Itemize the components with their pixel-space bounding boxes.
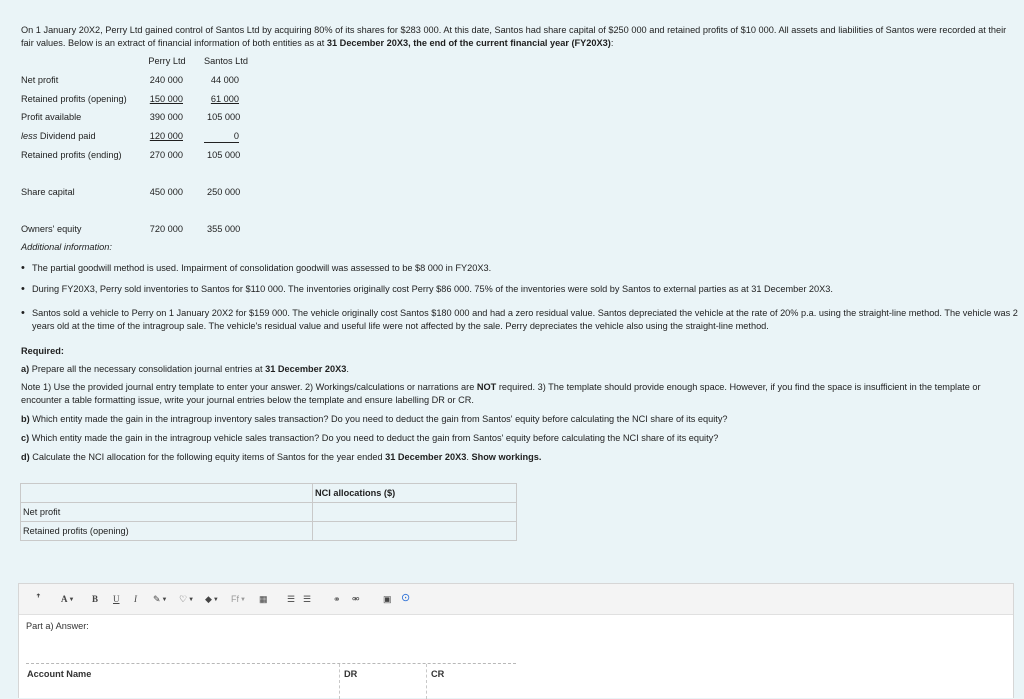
row-label: Owners' equity — [21, 224, 82, 234]
header-santos: Santos Ltd — [204, 56, 248, 66]
financial-row-share-capital — [21, 187, 321, 201]
font-color-button[interactable] — [61, 593, 74, 605]
journal-header-dr: DR — [344, 669, 358, 679]
part-b-text: Which entity made the gain in the intragroup inventory sales transaction? Do you need to deduct the gain from Santos' equity before calculating the NCI share of its equity? — [29, 414, 728, 424]
nci-row-label: Net profit — [21, 503, 313, 522]
part-a-date: 31 December 20X3 — [265, 364, 347, 374]
underline-button[interactable] — [113, 593, 120, 605]
nci-value-cell[interactable] — [313, 503, 517, 522]
part-a-label: a) — [21, 364, 30, 374]
answer-label: Part a) Answer: — [26, 621, 89, 631]
financial-row-owners-equity — [21, 224, 321, 238]
bold-button[interactable] — [92, 593, 98, 605]
perry-value: 270 000 — [149, 150, 183, 160]
financial-row-net-profit — [21, 75, 321, 89]
italic-glyph: I — [134, 594, 137, 604]
additional-heading-text: Additional information: — [21, 242, 112, 252]
required-note — [21, 381, 1006, 407]
bullet-inventory: • During FY20X3, Perry sold inventories to Santos for $110 000. The inventories originally cost Perry $86 000. 75% of the inventories were sold by Santos to external parties as at 31 December 20X3. — [21, 283, 1022, 296]
perry-value: 150 000 — [149, 94, 183, 104]
image-icon: ▣ — [383, 594, 392, 604]
perry-value: 390 000 — [149, 112, 183, 122]
row-label: Share capital — [21, 187, 75, 197]
italic-button[interactable] — [134, 593, 137, 605]
part-d-label: d) — [21, 452, 30, 462]
required-part-a — [21, 363, 1006, 376]
nci-row-label: Retained profits (opening) — [21, 522, 313, 541]
unlink-button[interactable] — [352, 593, 360, 605]
bullet-goodwill: • The partial goodwill method is used. Impairment of consolidation goodwill was assessed to be $8 000 in FY20X3. — [21, 262, 1022, 275]
link-icon: ⚭ — [333, 594, 341, 604]
financial-row-profit-available — [21, 112, 321, 126]
journal-column-divider — [339, 664, 340, 699]
perry-value: 720 000 — [149, 224, 183, 234]
intro-bold-date: 31 December 20X3, the end of the current financial year (FY20X3) — [326, 38, 611, 48]
financial-row-dividend — [21, 131, 321, 145]
nci-row — [21, 503, 517, 522]
perry-value: 240 000 — [149, 75, 183, 85]
santos-value: 0 — [204, 131, 239, 143]
required-part-b — [21, 413, 1006, 426]
embed-button[interactable] — [401, 592, 410, 604]
link-button[interactable] — [333, 593, 341, 605]
perry-value: 450 000 — [149, 187, 183, 197]
journal-column-divider — [426, 664, 427, 699]
embed-icon: ⊙ — [401, 592, 411, 604]
numbered-list-icon: ☰ — [303, 594, 312, 604]
chevron-down-icon: ▼ — [188, 596, 195, 603]
brush-icon: ✎ — [153, 594, 161, 604]
format-button[interactable] — [231, 593, 246, 605]
bullet-list-icon: ☰ — [287, 594, 296, 604]
unlink-icon: ⚮ — [352, 594, 360, 604]
part-d-text: Calculate the NCI allocation for the following equity items of Santos for the year ended — [29, 452, 386, 462]
note-text-2: required. 3) The template should provide enough space. However, if you find the space is insufficient in the template or encounter a table formatting issue, write your journal entries below the template and ensure labelling DR or CR. — [21, 382, 981, 405]
note-not: NOT — [476, 382, 497, 392]
underline-glyph: U — [113, 594, 120, 604]
font-glyph: A — [61, 594, 68, 604]
santos-value: 355 000 — [207, 224, 241, 234]
numbered-list-button[interactable] — [303, 593, 311, 605]
journal-template[interactable] — [26, 663, 516, 699]
santos-value: 61 000 — [210, 94, 239, 104]
font-size-glyph: ꜛ — [36, 594, 41, 604]
part-d-mid: . — [466, 452, 472, 462]
santos-value: 250 000 — [207, 187, 241, 197]
highlight-icon: ♡ — [179, 594, 188, 604]
part-c-text: Which entity made the gain in the intragroup vehicle sales transaction? Do you need to deduct the gain from Santos' equity before calculating the NCI share of its equity? — [29, 433, 719, 443]
additional-info-heading — [21, 242, 321, 256]
table-button[interactable] — [259, 593, 268, 605]
bullet-vehicle: • Santos sold a vehicle to Perry on 1 January 20X2 for $159 000. The vehicle originally cost Santos $180 000 and had a zero residual value. Santos depreciated the vehicle at the rate of 20% p.a. using the straight-line method. The vehicle was 2 years old at the time of the intragroup sale. The vehicle's residual value and useful life were not affected by the sale. Perry depreciates the vehicle also using the straight-line method. — [21, 307, 1022, 333]
row-label: Net profit — [21, 75, 59, 85]
table-icon: ▦ — [259, 594, 268, 604]
format-icon: Ff — [231, 594, 239, 604]
part-d-date: 31 December 20X3 — [385, 452, 467, 462]
part-a-end: . — [346, 364, 349, 374]
nci-row — [21, 522, 517, 541]
part-c-label: c) — [21, 433, 30, 443]
required-heading-text: Required: — [21, 346, 64, 356]
perry-value: 120 000 — [149, 131, 183, 141]
nci-header-text: NCI allocations ($) — [315, 488, 396, 498]
row-label: Retained profits (opening) — [21, 94, 127, 104]
intro-tail: : — [610, 38, 614, 48]
part-a-text: Prepare all the necessary consolidation journal entries at — [29, 364, 266, 374]
journal-header-account: Account Name — [27, 669, 92, 679]
image-button[interactable] — [383, 593, 392, 605]
nci-value-cell[interactable] — [313, 522, 517, 541]
chevron-down-icon: ▼ — [212, 596, 219, 603]
bullet-list-button[interactable] — [287, 593, 295, 605]
fill-icon: ◆ — [205, 594, 212, 604]
nci-header — [313, 484, 517, 503]
row-label: Profit available — [21, 112, 82, 122]
santos-value: 105 000 — [207, 150, 241, 160]
nci-header-blank — [21, 484, 313, 503]
chevron-down-icon: ▼ — [161, 596, 168, 603]
intro-text: On 1 January 20X2, Perry Ltd gained control of Santos Ltd by acquiring 80% of its shares for $283 000. At this date, Santos had share capital of $250 000 and retained profits of $10 000. All assets and liabilities of Santos were recorded at their fair values. Below is an extract of financial information of both entities as at — [21, 25, 1007, 48]
financial-row-retained-ending — [21, 150, 321, 164]
chevron-down-icon: ▼ — [240, 596, 246, 603]
row-label — [21, 131, 96, 141]
bold-glyph: B — [92, 594, 99, 604]
part-b-label: b) — [21, 414, 30, 424]
required-part-d — [21, 451, 1006, 464]
editor-toolbar — [19, 584, 1013, 615]
required-heading — [21, 345, 1006, 358]
santos-value: 105 000 — [207, 112, 241, 122]
part-d-show-workings: Show workings. — [471, 452, 542, 462]
chevron-down-icon: ▼ — [68, 596, 75, 603]
financial-row-retained-opening — [21, 94, 321, 108]
santos-value: 44 000 — [210, 75, 239, 85]
financial-header-row — [21, 56, 321, 70]
required-part-c — [21, 432, 1006, 445]
note-text-1: Note 1) Use the provided journal entry template to enter your answer. 2) Workings/calculations or narrations are — [21, 382, 477, 392]
row-label-rest: Dividend paid — [37, 131, 96, 141]
header-perry: Perry Ltd — [148, 56, 186, 66]
intro-paragraph — [21, 24, 1011, 50]
answer-editor[interactable] — [18, 583, 1014, 698]
fill-button[interactable] — [205, 593, 219, 605]
row-label-italic: less — [21, 131, 38, 141]
nci-header-row — [21, 484, 517, 503]
row-label: Retained profits (ending) — [21, 150, 122, 160]
nci-allocation-table — [20, 483, 517, 541]
font-size-button[interactable] — [36, 593, 41, 605]
journal-header-cr: CR — [431, 669, 445, 679]
highlight-button[interactable] — [179, 593, 194, 605]
paint-format-button[interactable] — [153, 593, 168, 605]
